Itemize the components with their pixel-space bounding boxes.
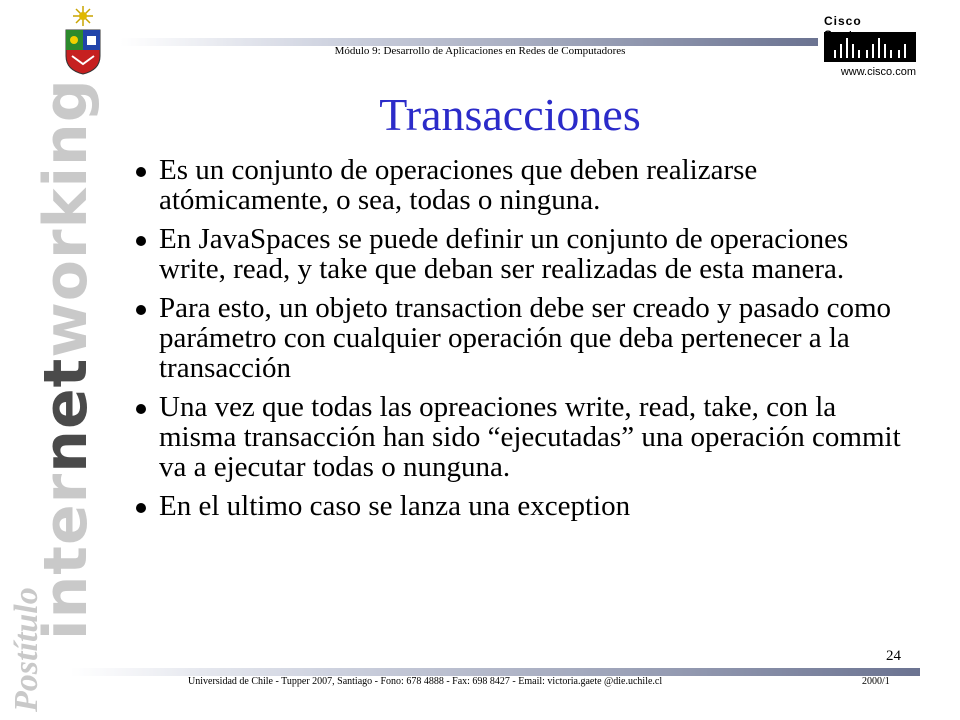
bullet-item	[132, 293, 912, 383]
cisco-logo	[824, 14, 916, 76]
bullet-item	[132, 491, 912, 521]
cisco-bars-icon	[824, 32, 916, 62]
university-crest	[60, 4, 106, 76]
bullet-dot-icon	[136, 236, 146, 246]
bullet-item	[132, 155, 912, 215]
bullet-dot-icon	[136, 167, 146, 177]
module-title: Módulo 9: Desarrollo de Aplicaciones en Redes de Computadores	[334, 45, 626, 57]
bullet-text: Es un conjunto de operaciones que deben realizarse atómicamente, o sea, todas o ninguna.	[159, 154, 758, 216]
bullet-text: Una vez que todas las opreaciones write, read, take, con la misma transacción han sido “ejecutadas” una operación commit va a ejecutar todas o nunguna.	[159, 391, 901, 483]
bullet-text: En el ultimo caso se lanza una exception	[159, 490, 631, 522]
footer-contact: Universidad de Chile - Tupper 2007, Santiago - Fono: 678 4888 - Fax: 698 8427 - Email: victoria.gaete @die.uchile.cl	[188, 676, 663, 687]
bullet-text: En JavaSpaces se puede definir un conjunto de operaciones write, read, y take que deban ser realizadas de esta manera.	[159, 223, 849, 285]
slide-title: Transacciones	[379, 89, 641, 140]
cisco-url: www.cisco.com	[840, 66, 916, 78]
bullet-list	[132, 155, 912, 530]
page-number: 24	[886, 648, 901, 664]
footer-rule	[70, 668, 920, 676]
bullet-dot-icon	[136, 404, 146, 414]
cisco-name: Cisco	[824, 14, 862, 28]
bullet-text: Para esto, un objeto transaction debe ser creado y pasado como parámetro con cualquier operación que deba pertenecer a la transacción	[159, 292, 891, 384]
side-postitulo: Postítulo	[8, 587, 45, 712]
brand-inter: inter	[31, 472, 101, 640]
bullet-dot-icon	[136, 305, 146, 315]
brand-working: working	[31, 78, 101, 358]
footer-term: 2000/1	[862, 676, 890, 687]
bullet-item	[132, 392, 912, 482]
bullet-item	[132, 224, 912, 284]
bullet-dot-icon	[136, 503, 146, 513]
brand-net: net	[31, 357, 101, 473]
side-brand-internetworking	[31, 78, 101, 640]
